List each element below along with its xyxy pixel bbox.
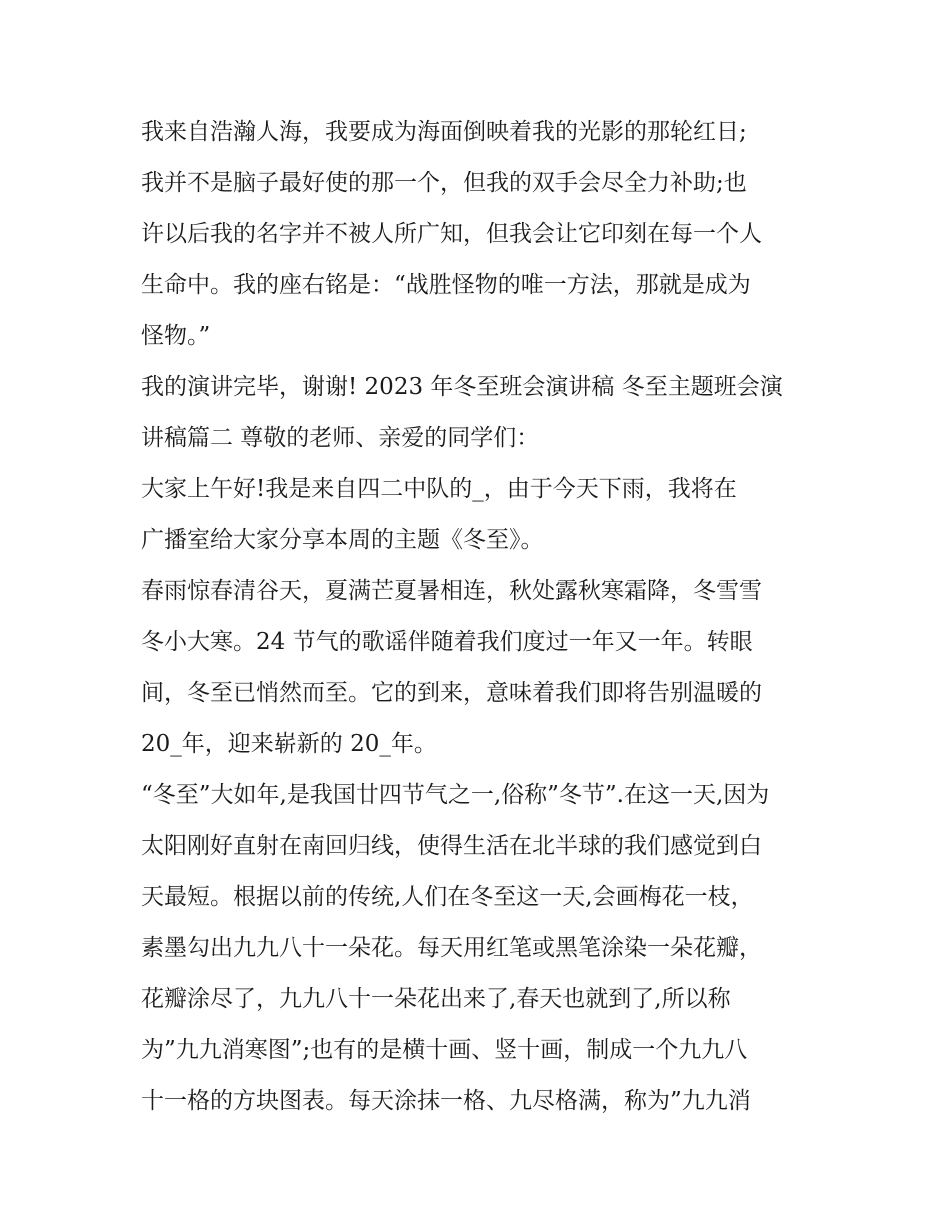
text-line: 许以后我的名字并不被人所广知，但我会让它印刻在每一个人 [141,221,762,247]
text-line: 我的演讲完毕，谢谢! 2023 年冬至班会演讲稿 冬至主题班会演 [141,374,783,400]
text-line: 我并不是脑子最好使的那一个，但我的双手会尽全力补助;也 [141,170,747,196]
text-line: 素墨勾出九九八十一朵花。每天用红笔或黑笔涂染一朵花瓣， [141,935,762,961]
text-line: 怪物。” [141,323,211,349]
text-line: 为”九九消寒图”;也有的是横十画、竖十画，制成一个九九八 [141,1037,748,1063]
text-line: 十一格的方块图表。每天涂抹一格、九尽格满，称为”九九消 [141,1088,751,1114]
document-body [141,107,821,1127]
text-line: 春雨惊春清谷天，夏满芒夏暑相连，秋处露秋寒霜降，冬雪雪 [141,578,762,604]
text-line: “冬至”大如年,是我国廿四节气之一,俗称”冬节”.在这一天,因为 [141,782,770,808]
text-line: 生命中。我的座右铭是：“战胜怪物的唯一方法，那就是成为 [141,272,751,298]
text-line: 天最短。根据以前的传统,人们在冬至这一天,会画梅花一枝， [141,884,754,910]
text-line: 我来自浩瀚人海，我要成为海面倒映着我的光影的那轮红日; [141,119,747,145]
text-line: 20_年，迎来崭新的 20_年。 [141,731,437,757]
text-line: 广播室给大家分享本周的主题《冬至》。 [141,527,544,553]
text-line: 花瓣涂尽了，九九八十一朵花出来了,春天也就到了,所以称 [141,986,731,1012]
text-line: 冬小大寒。24 节气的歌谣伴随着我们度过一年又一年。转眼 [141,629,753,655]
text-line: 讲稿篇二 尊敬的老师、亲爱的同学们： [141,425,540,451]
text-line: 间，冬至已悄然而至。它的到来，意味着我们即将告别温暖的 [141,680,762,706]
text-line: 太阳刚好直射在南回归线，使得生活在北半球的我们感觉到白 [141,833,762,859]
text-line: 大家上午好!我是来自四二中队的_，由于今天下雨，我将在 [141,476,737,502]
